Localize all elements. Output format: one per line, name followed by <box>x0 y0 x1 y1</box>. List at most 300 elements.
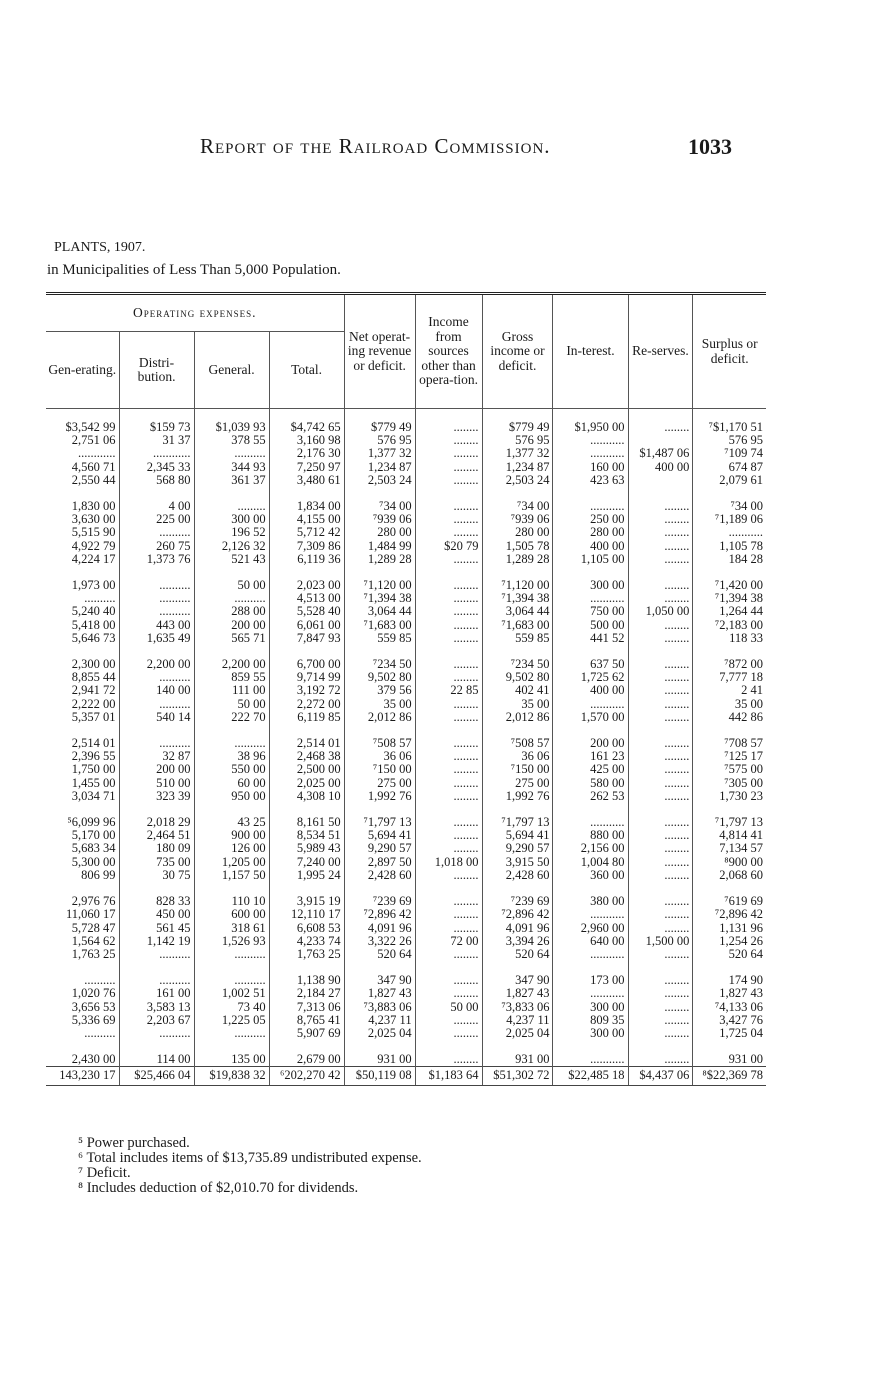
table-cell: 180 09 <box>119 842 194 855</box>
table-cell: 1,254 26 <box>693 935 766 948</box>
table-cell: ........ <box>415 461 482 474</box>
table-cell: 2,503 24 <box>344 474 415 487</box>
table-cell: 931 00 <box>693 1053 766 1067</box>
table-cell: ........... <box>553 434 628 447</box>
table-row <box>46 763 766 776</box>
table-row <box>46 790 766 803</box>
running-title: Report of the Railroad Commission. <box>200 134 551 158</box>
table-cell: ........ <box>628 1001 693 1014</box>
table-cell: 36 06 <box>482 750 553 763</box>
table-cell: 3,583 13 <box>119 1001 194 1014</box>
table-cell: 5,694 41 <box>344 829 415 842</box>
header-operating-expenses: Operating expenses. <box>46 294 344 332</box>
table-cell: ⁷508 57 <box>344 737 415 750</box>
table-cell: ........ <box>628 842 693 855</box>
table-cell: 735 00 <box>119 856 194 869</box>
table-cell: ⁷239 69 <box>482 895 553 908</box>
table-cell: 2,396 55 <box>71 749 116 764</box>
table-cell: 160 00 <box>553 461 628 474</box>
table-cell: 2,176 30 <box>269 447 344 460</box>
table-cell: 173 00 <box>553 974 628 987</box>
table-cell: 2,345 33 <box>119 461 194 474</box>
table-cell: 6,700 00 <box>269 658 344 671</box>
table-cell: 900 00 <box>194 829 269 842</box>
table-cell: 442 86 <box>693 711 766 724</box>
table-cell: 5,683 34 <box>71 841 116 856</box>
table-cell: ........ <box>628 1014 693 1027</box>
table-cell: 161 23 <box>553 750 628 763</box>
table-cell: 262 53 <box>553 790 628 803</box>
table-cell: 1,827 43 <box>693 987 766 1000</box>
table-cell: ⁷234 50 <box>344 658 415 671</box>
table-cell: 2,468 38 <box>269 750 344 763</box>
table-cell: ⁷$1,170 51 <box>693 421 766 434</box>
table-cell: 380 00 <box>553 895 628 908</box>
table-cell: ........ <box>628 790 693 803</box>
table-cell: ........ <box>628 711 693 724</box>
table-cell: 809 35 <box>553 1014 628 1027</box>
table-cell: 2,430 00 <box>71 1052 116 1067</box>
table-cell: 1,570 00 <box>553 711 628 724</box>
table-cell: ........ <box>628 869 693 882</box>
table-cell: ........ <box>415 869 482 882</box>
table-cell: 43 25 <box>194 816 269 829</box>
table-cell: ........ <box>415 1014 482 1027</box>
table-cell: 1,234 87 <box>344 461 415 474</box>
table-cell: 360 00 <box>553 869 628 882</box>
table-row <box>46 948 766 961</box>
table-cell: 222 70 <box>194 711 269 724</box>
header-general: General. <box>194 332 269 409</box>
table-caption-subtitle: in Municipalities of Less Than 5,000 Population. <box>47 262 341 278</box>
table-cell: 3,915 50 <box>482 856 553 869</box>
table-cell: ⁷1,394 38 <box>482 592 553 605</box>
table-cell: $3,542 99 <box>65 420 116 434</box>
table-cell: $1,039 93 <box>194 421 269 434</box>
table-cell: $779 49 <box>344 421 415 434</box>
table-cell: ⁷109 74 <box>693 447 766 460</box>
table-row <box>46 922 766 935</box>
table-cell: 1,234 87 <box>482 461 553 474</box>
table-cell: .......... <box>119 974 194 987</box>
table-cell: 300 00 <box>553 1027 628 1040</box>
header-surplus: Surplus or deficit. <box>693 294 766 409</box>
table-cell: 1,725 62 <box>553 671 628 684</box>
table-cell: ........ <box>415 737 482 750</box>
table-cell: ........ <box>628 777 693 790</box>
table-cell: 7,240 00 <box>269 856 344 869</box>
table-cell: 318 61 <box>194 922 269 935</box>
table-cell: 2,500 00 <box>269 763 344 776</box>
table-cell: ........ <box>628 579 693 592</box>
table-cell: 2,428 60 <box>482 869 553 882</box>
table-cell: ........ <box>415 658 482 671</box>
table-cell: 3,064 44 <box>344 605 415 618</box>
table-cell: 323 39 <box>119 790 194 803</box>
table-cell: 4,091 96 <box>482 922 553 935</box>
table-cell: 8,765 41 <box>269 1014 344 1027</box>
table-cell: 2,025 00 <box>269 777 344 790</box>
table-cell: ........... <box>553 987 628 1000</box>
table-cell: ........ <box>628 750 693 763</box>
table-cell: 2,272 00 <box>269 698 344 711</box>
table-cell: 2,012 86 <box>344 711 415 724</box>
table-cell: ........ <box>628 829 693 842</box>
table-cell: 931 00 <box>482 1053 553 1067</box>
totals-row <box>46 1067 766 1085</box>
table-cell: 7,777 18 <box>693 671 766 684</box>
table-cell: ........ <box>628 1053 693 1067</box>
table-cell: 72 00 <box>415 935 482 948</box>
table-cell: ........ <box>628 540 693 553</box>
header-interest: In-terest. <box>553 294 628 409</box>
table-cell: 280 00 <box>344 526 415 539</box>
table-cell: ⁷150 00 <box>344 763 415 776</box>
table-cell: 2,751 06 <box>71 433 116 448</box>
table-cell: .......... <box>194 592 269 605</box>
table-cell: 260 75 <box>119 540 194 553</box>
table-cell: 550 00 <box>194 763 269 776</box>
table-cell: 423 63 <box>553 474 628 487</box>
table-cell: 2,200 00 <box>119 658 194 671</box>
table-cell: 450 00 <box>119 908 194 921</box>
table-cell: 126 00 <box>194 842 269 855</box>
table-cell: ........ <box>415 711 482 724</box>
table-cell: 3,394 26 <box>482 935 553 948</box>
table-cell: 200 00 <box>553 737 628 750</box>
table-cell: 4,233 74 <box>269 935 344 948</box>
table-row <box>46 605 766 618</box>
table-cell: 7,309 86 <box>269 540 344 553</box>
table-cell: 3,630 00 <box>71 512 116 527</box>
table-cell: 2,126 32 <box>194 540 269 553</box>
table-cell: 161 00 <box>119 987 194 1000</box>
table-cell: 9,714 99 <box>269 671 344 684</box>
table-cell: .......... <box>84 1025 116 1040</box>
table-caption-year: PLANTS, 1907. <box>54 240 146 255</box>
total-reserves: $4,437 06 <box>628 1067 693 1085</box>
table-cell: 50 00 <box>194 698 269 711</box>
table-cell: 9,290 57 <box>482 842 553 855</box>
table-cell: ........ <box>415 421 482 434</box>
table-cell: .......... <box>119 671 194 684</box>
table-cell: ........ <box>628 526 693 539</box>
table-cell: 402 41 <box>482 684 553 697</box>
table-cell: 5,712 42 <box>269 526 344 539</box>
table-cell: ⁷1,683 00 <box>482 619 553 632</box>
table-cell: ⁸900 00 <box>693 856 766 869</box>
table-cell: 1,992 76 <box>482 790 553 803</box>
table-cell: $20 79 <box>415 540 482 553</box>
table-cell: .......... <box>194 1027 269 1040</box>
table-cell: 73 40 <box>194 1001 269 1014</box>
table-cell: ⁷2,896 42 <box>344 908 415 921</box>
table-cell: .......... <box>119 592 194 605</box>
table-cell: 11,060 17 <box>65 907 116 922</box>
table-cell: 118 33 <box>693 632 766 645</box>
table-cell: 1,763 25 <box>71 946 116 961</box>
footnote: ⁵ Power purchased. <box>78 1135 190 1151</box>
table-cell: 111 00 <box>194 684 269 697</box>
table-cell: ........ <box>415 948 482 961</box>
table-row <box>46 869 766 882</box>
table-row <box>46 777 766 790</box>
total-gross-income: $51,302 72 <box>482 1067 553 1085</box>
table-cell: 2,550 44 <box>71 472 116 487</box>
table-cell: ........ <box>628 987 693 1000</box>
table-cell: 2,068 60 <box>693 869 766 882</box>
table-cell: 1,002 51 <box>194 987 269 1000</box>
table-cell: 7,250 97 <box>269 461 344 474</box>
table-cell: ........ <box>415 895 482 908</box>
table-row <box>46 619 766 632</box>
total-interest: $22,485 18 <box>553 1067 628 1085</box>
table-cell: ⁷1,797 13 <box>693 816 766 829</box>
table-cell: 1,750 00 <box>71 762 116 777</box>
table-cell: 1,264 44 <box>693 605 766 618</box>
table-row <box>46 698 766 711</box>
table-cell: 1,827 43 <box>482 987 553 1000</box>
table-cell: ⁷939 06 <box>482 513 553 526</box>
table-cell: .......... <box>194 447 269 460</box>
table-row <box>46 711 766 724</box>
table-cell: ........ <box>415 750 482 763</box>
table-cell: 60 00 <box>194 777 269 790</box>
table-cell: 9,502 80 <box>344 671 415 684</box>
table-cell: 184 28 <box>693 553 766 566</box>
table-cell: 31 37 <box>119 434 194 447</box>
table-cell: 1,834 00 <box>269 500 344 513</box>
table-cell: 2,503 24 <box>482 474 553 487</box>
table-cell: ........... <box>553 447 628 460</box>
table-cell: ⁷619 69 <box>693 895 766 908</box>
table-cell: 859 55 <box>194 671 269 684</box>
table-cell: 35 00 <box>693 698 766 711</box>
table-cell: ........ <box>415 698 482 711</box>
table-cell: ........ <box>628 658 693 671</box>
table-cell: $1,487 06 <box>628 447 693 460</box>
table-cell: 2,200 00 <box>194 658 269 671</box>
table-cell: 250 00 <box>553 513 628 526</box>
table-cell: 6,608 53 <box>269 922 344 935</box>
table-cell: ⁷1,683 00 <box>344 619 415 632</box>
table-cell: 6,119 36 <box>269 553 344 566</box>
table-cell: ........ <box>415 790 482 803</box>
table-cell: ........ <box>628 684 693 697</box>
table-row <box>46 987 766 1000</box>
table-cell: ⁷2,896 42 <box>693 908 766 921</box>
table-cell: 200 00 <box>119 763 194 776</box>
table-cell: 5,528 40 <box>269 605 344 618</box>
table-cell: 2,514 01 <box>269 737 344 750</box>
table-cell: 3,192 72 <box>269 684 344 697</box>
footnote: ⁷ Deficit. <box>78 1165 131 1181</box>
table-cell: 400 00 <box>628 461 693 474</box>
table-cell: 50 00 <box>194 579 269 592</box>
table-cell: .......... <box>119 579 194 592</box>
table-cell: 500 00 <box>553 619 628 632</box>
table-cell: 950 00 <box>194 790 269 803</box>
table-cell: 196 52 <box>194 526 269 539</box>
table-cell: 828 33 <box>119 895 194 908</box>
table-cell: ........ <box>415 605 482 618</box>
table-cell: ........ <box>628 948 693 961</box>
table-cell: ........... <box>553 1053 628 1067</box>
table-cell: 1,373 76 <box>119 553 194 566</box>
table-cell: ⁷3,833 06 <box>482 1001 553 1014</box>
table-cell: 576 95 <box>482 434 553 447</box>
table-cell: 2,428 60 <box>344 869 415 882</box>
total-total: ⁶202,270 42 <box>269 1067 344 1085</box>
table-cell: 280 00 <box>482 526 553 539</box>
table-cell: 2,960 00 <box>553 922 628 935</box>
table-cell: .......... <box>119 526 194 539</box>
table-cell: 3,427 76 <box>693 1014 766 1027</box>
table-cell: 1,142 19 <box>119 935 194 948</box>
table-cell: 9,290 57 <box>344 842 415 855</box>
table-cell: ........ <box>628 922 693 935</box>
table-cell: .......... <box>194 948 269 961</box>
table-cell: 4,155 00 <box>269 513 344 526</box>
table-row <box>46 553 766 566</box>
table-cell: 3,034 71 <box>71 788 116 803</box>
table-cell: 3,322 26 <box>344 935 415 948</box>
table-cell: $1,950 00 <box>553 421 628 434</box>
table-cell: 135 00 <box>194 1053 269 1067</box>
table-row <box>46 935 766 948</box>
table-cell: ⁷1,797 13 <box>344 816 415 829</box>
table-cell: 1,205 00 <box>194 856 269 869</box>
table-cell: 4,513 00 <box>269 592 344 605</box>
table-row <box>46 856 766 869</box>
table-cell: .......... <box>119 1027 194 1040</box>
table-cell: .......... <box>84 591 116 606</box>
table-cell: 200 00 <box>194 619 269 632</box>
table-cell: ........ <box>415 1027 482 1040</box>
table-cell: 2,025 04 <box>482 1027 553 1040</box>
table-cell: ........ <box>415 619 482 632</box>
header-total: Total. <box>269 332 344 409</box>
table-cell: 1,730 23 <box>693 790 766 803</box>
table-cell: ......... <box>194 500 269 513</box>
table-cell: 1,973 00 <box>71 578 116 593</box>
table-cell: $159 73 <box>119 421 194 434</box>
table-cell: 5,240 40 <box>71 604 116 619</box>
table-cell: 1,157 50 <box>194 869 269 882</box>
table-cell: 347 90 <box>482 974 553 987</box>
header-generating: Gen-erating. <box>46 332 119 409</box>
table-cell: 1,004 80 <box>553 856 628 869</box>
table-cell: 6,061 00 <box>269 619 344 632</box>
table-cell: 1,763 25 <box>269 948 344 961</box>
table-cell: ........ <box>415 922 482 935</box>
table-cell: ........ <box>628 895 693 908</box>
table-cell: ........ <box>415 816 482 829</box>
table-cell: ........ <box>415 592 482 605</box>
table-cell: 22 85 <box>415 684 482 697</box>
table-cell: 4,237 11 <box>482 1014 553 1027</box>
total-distribution: $25,466 04 <box>119 1067 194 1085</box>
table-cell: 1,105 78 <box>693 540 766 553</box>
table-cell: 35 00 <box>482 698 553 711</box>
table-cell: 32 87 <box>119 750 194 763</box>
table-cell: 9,502 80 <box>482 671 553 684</box>
table-cell: 568 80 <box>119 474 194 487</box>
table-cell: 38 96 <box>194 750 269 763</box>
table-cell: 1,105 00 <box>553 553 628 566</box>
table-cell: 1,992 76 <box>344 790 415 803</box>
total-net-revenue: $50,119 08 <box>344 1067 415 1085</box>
table-cell: ........ <box>628 974 693 987</box>
table-cell: 674 87 <box>693 461 766 474</box>
table-cell: ........ <box>415 974 482 987</box>
table-cell: ........ <box>628 500 693 513</box>
table-cell: ........... <box>553 592 628 605</box>
table-cell: ⁷939 06 <box>344 513 415 526</box>
table-cell: ⁷872 00 <box>693 658 766 671</box>
table-cell: 520 64 <box>693 948 766 961</box>
table-cell: 5,357 01 <box>71 709 116 724</box>
table-row <box>46 1027 766 1040</box>
table-cell: 2,012 86 <box>482 711 553 724</box>
table-cell: 114 00 <box>119 1053 194 1067</box>
table-cell: 2,941 72 <box>71 683 116 698</box>
table-cell: 8,161 50 <box>269 816 344 829</box>
table-cell: 7,847 93 <box>269 632 344 645</box>
total-income-other: $1,183 64 <box>415 1067 482 1085</box>
table-cell: 8,855 44 <box>71 670 116 685</box>
table-cell: 521 43 <box>194 553 269 566</box>
footnotes <box>78 1136 422 1196</box>
table-cell: 1,725 04 <box>693 1027 766 1040</box>
table-cell: 300 00 <box>553 579 628 592</box>
table-cell: 520 64 <box>482 948 553 961</box>
table-cell: ⁷3,883 06 <box>344 1001 415 1014</box>
table-cell <box>628 474 693 487</box>
table-cell: 3,064 44 <box>482 605 553 618</box>
table-cell: 2,897 50 <box>344 856 415 869</box>
table-cell: 1,050 00 <box>628 605 693 618</box>
table-cell: 3,480 61 <box>269 474 344 487</box>
table-cell: 2 41 <box>693 684 766 697</box>
table-cell: 275 00 <box>482 777 553 790</box>
table-cell: 441 52 <box>553 632 628 645</box>
table-cell: 559 85 <box>482 632 553 645</box>
table-cell: ........ <box>628 421 693 434</box>
table-row <box>46 908 766 921</box>
table-row <box>46 526 766 539</box>
table-cell: 379 56 <box>344 684 415 697</box>
table-row <box>46 474 766 487</box>
table-cell: 12,110 17 <box>269 908 344 921</box>
table-cell: 1,289 28 <box>344 553 415 566</box>
table-cell: 931 00 <box>344 1053 415 1067</box>
table-cell: 2,079 61 <box>693 474 766 487</box>
table-cell: 5,694 41 <box>482 829 553 842</box>
footnote: ⁶ Total includes items of $13,735.89 undistributed expense. <box>78 1150 422 1166</box>
table-cell: ........ <box>415 908 482 921</box>
table-cell: ........ <box>415 777 482 790</box>
table-cell: ⁷1,394 38 <box>693 592 766 605</box>
table-cell: 565 71 <box>194 632 269 645</box>
table-cell: 344 93 <box>194 461 269 474</box>
table-cell: 1,455 00 <box>71 775 116 790</box>
table-cell: ........ <box>628 619 693 632</box>
table-cell: 4,560 71 <box>71 459 116 474</box>
table-cell: ........ <box>628 698 693 711</box>
table-cell: 5,170 00 <box>71 828 116 843</box>
table-cell: 580 00 <box>553 777 628 790</box>
